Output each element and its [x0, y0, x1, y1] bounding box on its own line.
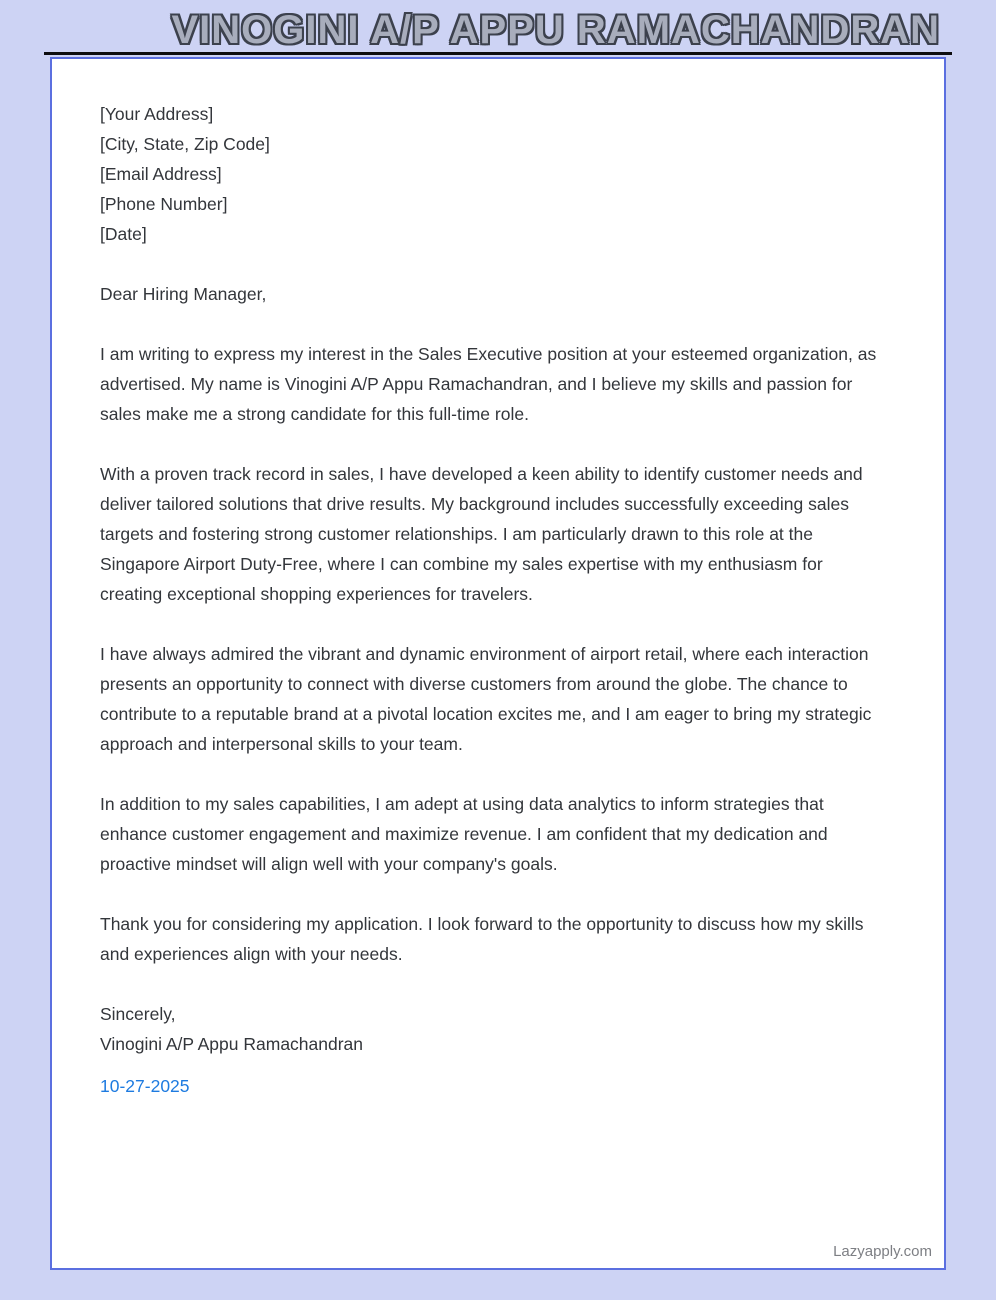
salutation: Dear Hiring Manager,: [100, 284, 267, 304]
page-title: VINOGINI A/P APPU RAMACHANDRAN: [171, 8, 940, 52]
address-line: [City, State, Zip Code]: [100, 134, 270, 154]
date-link[interactable]: 10-27-2025: [100, 1076, 190, 1096]
paragraph-thanks: Thank you for considering my application. I look forward to the opportunity to discuss how my skills and experiences align with your needs.: [100, 914, 864, 964]
address-line: [Date]: [100, 224, 147, 244]
paragraph-experience: With a proven track record in sales, I have developed a keen ability to identify customer needs and deliver tailored solutions that drive results. My background includes successfully exceeding sales targets and fostering strong customer relationships. I am particularly drawn to this role at the Singapore Airport Duty-Free, where I can combine my sales expertise with my enthusiasm for creating exceptional shopping experiences for travelers.: [100, 464, 863, 604]
paragraph-motivation: I have always admired the vibrant and dynamic environment of airport retail, where each interaction presents an opportunity to connect with diverse customers from around the globe. The chance to contribute to a reputable brand at a pivotal location excites me, and I am eager to bring my strategic approach and interpersonal skills to your team.: [100, 644, 872, 754]
address-line: [Email Address]: [100, 164, 222, 184]
watermark: Lazyapply.com: [833, 1243, 932, 1260]
address-line: [Your Address]: [100, 104, 214, 124]
closing: Sincerely,: [100, 1004, 176, 1024]
closing-block: [100, 999, 888, 1059]
address-block: [100, 99, 888, 249]
paragraph-intro: I am writing to express my interest in the Sales Executive position at your esteemed organization, as advertised. My name is Vinogini A/P Appu Ramachandran, and I believe my skills and passion for sales make me a strong candidate for this full-time role.: [100, 344, 877, 424]
address-line: [Phone Number]: [100, 194, 228, 214]
signature: Vinogini A/P Appu Ramachandran: [100, 1034, 364, 1054]
letter-page: [50, 57, 946, 1270]
letter-body: [100, 99, 888, 1101]
header-divider: [44, 52, 952, 55]
paragraph-skills: In addition to my sales capabilities, I am adept at using data analytics to inform strategies that enhance customer engagement and maximize revenue. I am confident that my dedication and proactive mindset will align well with your company's goals.: [100, 794, 828, 874]
